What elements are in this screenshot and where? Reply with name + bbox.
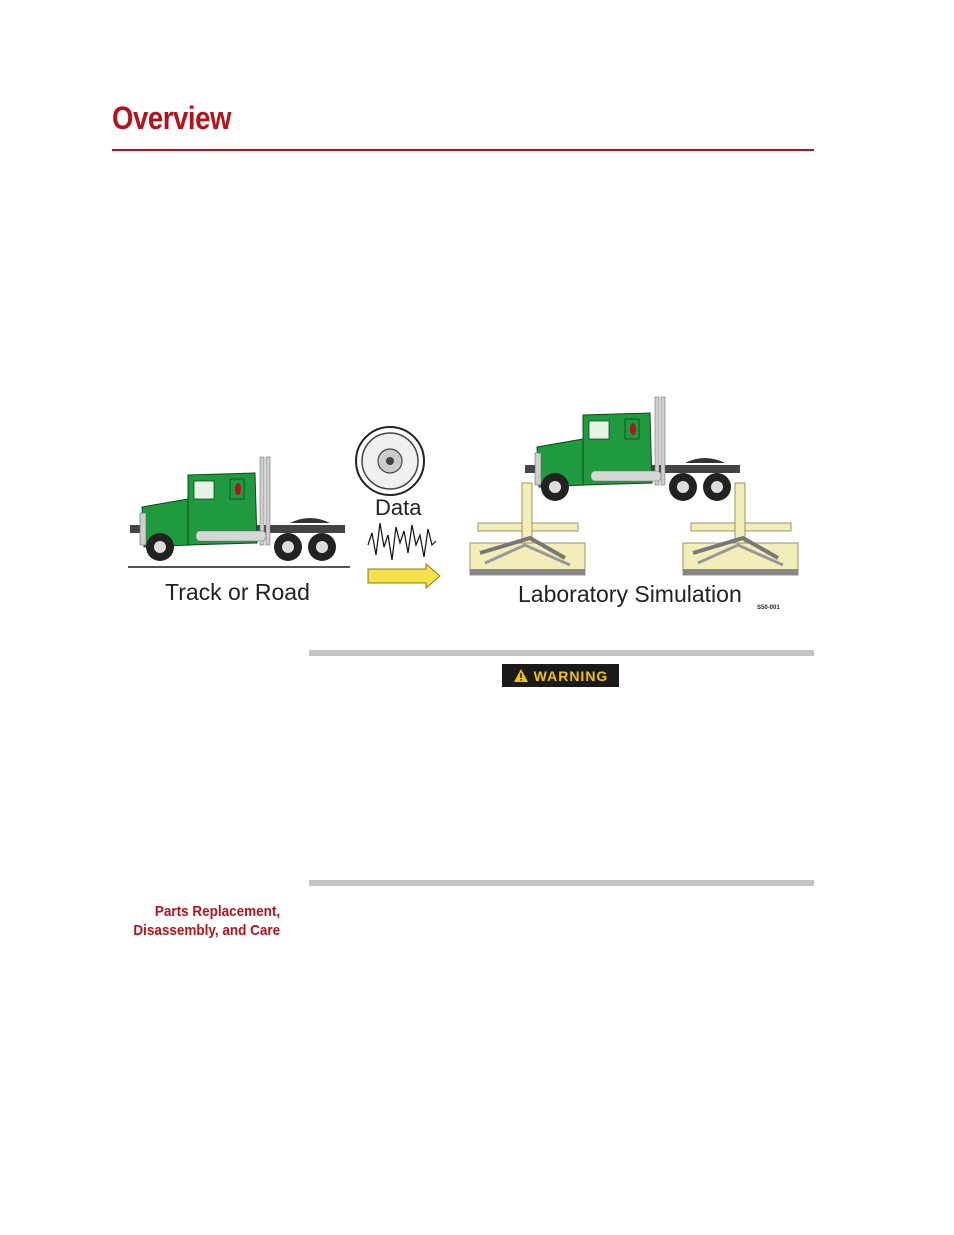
warning-label: WARNING <box>533 667 609 684</box>
warning-bottom-rule <box>309 880 814 886</box>
laboratory-simulation-label: Laboratory Simulation <box>518 581 742 607</box>
figure-code: S50-001 <box>757 605 780 611</box>
road-truck-icon <box>128 457 350 567</box>
signal-icon <box>368 523 436 560</box>
warning-triangle-icon <box>513 668 529 683</box>
section-heading <box>133 902 280 940</box>
warning-top-rule <box>309 650 814 656</box>
wheel-sensor-icon <box>356 427 424 495</box>
section-heading-line1: Parts Replacement, <box>154 903 280 920</box>
page-title: Overview <box>112 100 231 136</box>
data-label: Data <box>375 495 422 520</box>
simulation-figure <box>120 395 810 625</box>
lab-truck-icon <box>525 397 740 501</box>
section-heading-line2: Disassembly, and Care <box>133 922 280 939</box>
left-test-fixture-icon <box>470 483 585 575</box>
arrow-right-icon <box>368 564 440 588</box>
warning-badge <box>502 664 619 687</box>
title-underline <box>112 149 814 151</box>
right-test-fixture-icon <box>683 483 798 575</box>
track-or-road-label: Track or Road <box>165 579 310 605</box>
